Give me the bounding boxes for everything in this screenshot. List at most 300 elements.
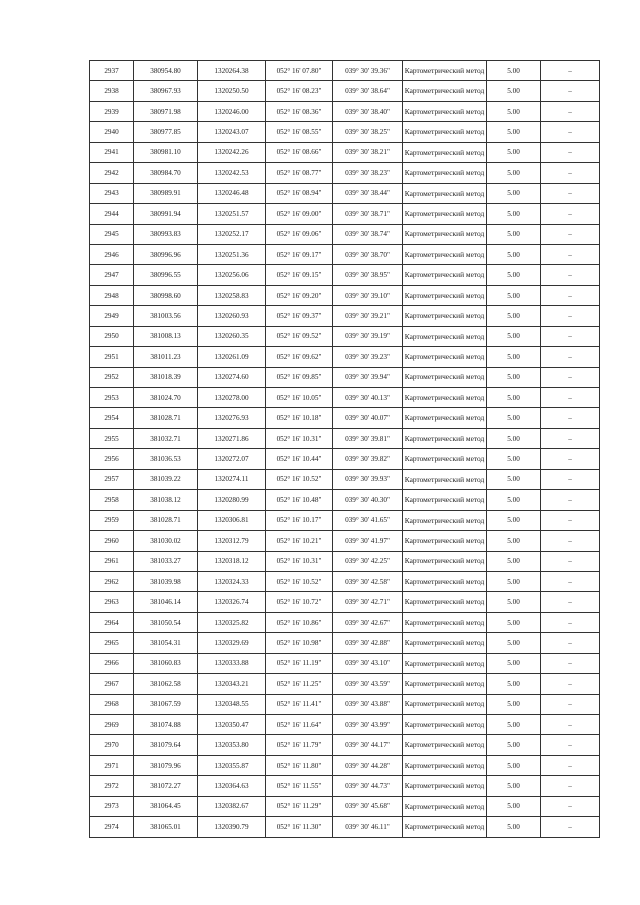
point-number-cell: 2957 xyxy=(90,469,134,489)
latitude-cell: 052° 16' 09.00" xyxy=(266,204,333,224)
longitude-cell: 039° 30' 39.81" xyxy=(333,428,403,448)
point-number-cell: 2946 xyxy=(90,244,134,264)
method-cell: Картометрический метод xyxy=(403,674,487,694)
point-number-cell: 2956 xyxy=(90,449,134,469)
table-row xyxy=(90,428,600,448)
y-coordinate-cell: 1320278.00 xyxy=(198,388,266,408)
precision-cell: 5.00 xyxy=(487,163,541,183)
x-coordinate-cell: 381003.56 xyxy=(134,306,198,326)
note-cell: – xyxy=(541,285,600,305)
longitude-cell: 039° 30' 39.82" xyxy=(333,449,403,469)
y-coordinate-cell: 1320280.99 xyxy=(198,490,266,510)
precision-cell: 5.00 xyxy=(487,796,541,816)
method-cell: Картометрический метод xyxy=(403,428,487,448)
x-coordinate-cell: 381033.27 xyxy=(134,551,198,571)
y-coordinate-cell: 1320382.67 xyxy=(198,796,266,816)
longitude-cell: 039° 30' 42.71" xyxy=(333,592,403,612)
longitude-cell: 039° 30' 41.65" xyxy=(333,510,403,530)
point-number-cell: 2951 xyxy=(90,347,134,367)
longitude-cell: 039° 30' 43.10" xyxy=(333,653,403,673)
method-cell: Картометрический метод xyxy=(403,265,487,285)
x-coordinate-cell: 381074.88 xyxy=(134,715,198,735)
table-row xyxy=(90,367,600,387)
precision-cell: 5.00 xyxy=(487,755,541,775)
precision-cell: 5.00 xyxy=(487,61,541,81)
precision-cell: 5.00 xyxy=(487,224,541,244)
y-coordinate-cell: 1320364.63 xyxy=(198,776,266,796)
point-number-cell: 2961 xyxy=(90,551,134,571)
x-coordinate-cell: 380971.98 xyxy=(134,101,198,121)
method-cell: Картометрический метод xyxy=(403,224,487,244)
method-cell: Картометрический метод xyxy=(403,817,487,837)
x-coordinate-cell: 380954.80 xyxy=(134,61,198,81)
latitude-cell: 052° 16' 11.64" xyxy=(266,715,333,735)
table-row xyxy=(90,163,600,183)
point-number-cell: 2963 xyxy=(90,592,134,612)
point-number-cell: 2943 xyxy=(90,183,134,203)
x-coordinate-cell: 381046.14 xyxy=(134,592,198,612)
precision-cell: 5.00 xyxy=(487,428,541,448)
precision-cell: 5.00 xyxy=(487,612,541,632)
table-row xyxy=(90,653,600,673)
latitude-cell: 052° 16' 10.17" xyxy=(266,510,333,530)
point-number-cell: 2960 xyxy=(90,531,134,551)
precision-cell: 5.00 xyxy=(487,694,541,714)
latitude-cell: 052° 16' 09.85" xyxy=(266,367,333,387)
note-cell: – xyxy=(541,755,600,775)
table-row xyxy=(90,388,600,408)
precision-cell: 5.00 xyxy=(487,367,541,387)
method-cell: Картометрический метод xyxy=(403,551,487,571)
table-row xyxy=(90,490,600,510)
longitude-cell: 039° 30' 39.93" xyxy=(333,469,403,489)
longitude-cell: 039° 30' 43.88" xyxy=(333,694,403,714)
point-number-cell: 2941 xyxy=(90,142,134,162)
x-coordinate-cell: 380996.96 xyxy=(134,244,198,264)
latitude-cell: 052° 16' 10.52" xyxy=(266,571,333,591)
x-coordinate-cell: 380998.60 xyxy=(134,285,198,305)
precision-cell: 5.00 xyxy=(487,347,541,367)
table-row xyxy=(90,571,600,591)
note-cell: – xyxy=(541,388,600,408)
longitude-cell: 039° 30' 45.68" xyxy=(333,796,403,816)
x-coordinate-cell: 380967.93 xyxy=(134,81,198,101)
note-cell: – xyxy=(541,183,600,203)
method-cell: Картометрический метод xyxy=(403,285,487,305)
note-cell: – xyxy=(541,735,600,755)
precision-cell: 5.00 xyxy=(487,388,541,408)
x-coordinate-cell: 380989.91 xyxy=(134,183,198,203)
y-coordinate-cell: 1320353.80 xyxy=(198,735,266,755)
y-coordinate-cell: 1320251.57 xyxy=(198,204,266,224)
point-number-cell: 2973 xyxy=(90,796,134,816)
precision-cell: 5.00 xyxy=(487,408,541,428)
precision-cell: 5.00 xyxy=(487,571,541,591)
x-coordinate-cell: 380977.85 xyxy=(134,122,198,142)
note-cell: – xyxy=(541,204,600,224)
y-coordinate-cell: 1320256.06 xyxy=(198,265,266,285)
point-number-cell: 2959 xyxy=(90,510,134,530)
method-cell: Картометрический метод xyxy=(403,388,487,408)
y-coordinate-cell: 1320243.07 xyxy=(198,122,266,142)
latitude-cell: 052° 16' 09.17" xyxy=(266,244,333,264)
method-cell: Картометрический метод xyxy=(403,306,487,326)
note-cell: – xyxy=(541,796,600,816)
note-cell: – xyxy=(541,633,600,653)
x-coordinate-cell: 381032.71 xyxy=(134,428,198,448)
x-coordinate-cell: 381039.22 xyxy=(134,469,198,489)
table-row xyxy=(90,612,600,632)
x-coordinate-cell: 381028.71 xyxy=(134,510,198,530)
y-coordinate-cell: 1320272.07 xyxy=(198,449,266,469)
x-coordinate-cell: 381079.96 xyxy=(134,755,198,775)
point-number-cell: 2966 xyxy=(90,653,134,673)
table-row xyxy=(90,592,600,612)
point-number-cell: 2964 xyxy=(90,612,134,632)
note-cell: – xyxy=(541,265,600,285)
y-coordinate-cell: 1320242.53 xyxy=(198,163,266,183)
longitude-cell: 039° 30' 38.95" xyxy=(333,265,403,285)
y-coordinate-cell: 1320260.35 xyxy=(198,326,266,346)
note-cell: – xyxy=(541,142,600,162)
method-cell: Картометрический метод xyxy=(403,612,487,632)
note-cell: – xyxy=(541,408,600,428)
longitude-cell: 039° 30' 39.21" xyxy=(333,306,403,326)
point-number-cell: 2938 xyxy=(90,81,134,101)
precision-cell: 5.00 xyxy=(487,817,541,837)
method-cell: Картометрический метод xyxy=(403,367,487,387)
note-cell: – xyxy=(541,469,600,489)
point-number-cell: 2944 xyxy=(90,204,134,224)
point-number-cell: 2949 xyxy=(90,306,134,326)
note-cell: – xyxy=(541,817,600,837)
table-row xyxy=(90,204,600,224)
x-coordinate-cell: 381060.83 xyxy=(134,653,198,673)
precision-cell: 5.00 xyxy=(487,735,541,755)
latitude-cell: 052° 16' 11.30" xyxy=(266,817,333,837)
precision-cell: 5.00 xyxy=(487,653,541,673)
x-coordinate-cell: 380991.94 xyxy=(134,204,198,224)
y-coordinate-cell: 1320274.11 xyxy=(198,469,266,489)
latitude-cell: 052° 16' 08.23" xyxy=(266,81,333,101)
note-cell: – xyxy=(541,715,600,735)
point-number-cell: 2950 xyxy=(90,326,134,346)
method-cell: Картометрический метод xyxy=(403,347,487,367)
longitude-cell: 039° 30' 38.64" xyxy=(333,81,403,101)
longitude-cell: 039° 30' 40.13" xyxy=(333,388,403,408)
table-row xyxy=(90,776,600,796)
precision-cell: 5.00 xyxy=(487,592,541,612)
point-number-cell: 2972 xyxy=(90,776,134,796)
latitude-cell: 052° 16' 09.20" xyxy=(266,285,333,305)
table-row xyxy=(90,285,600,305)
coordinates-table-body xyxy=(90,61,600,838)
note-cell: – xyxy=(541,367,600,387)
method-cell: Картометрический метод xyxy=(403,449,487,469)
precision-cell: 5.00 xyxy=(487,490,541,510)
table-row xyxy=(90,817,600,837)
x-coordinate-cell: 381030.02 xyxy=(134,531,198,551)
latitude-cell: 052° 16' 08.94" xyxy=(266,183,333,203)
table-row xyxy=(90,674,600,694)
table-row xyxy=(90,449,600,469)
note-cell: – xyxy=(541,694,600,714)
y-coordinate-cell: 1320326.74 xyxy=(198,592,266,612)
y-coordinate-cell: 1320312.79 xyxy=(198,531,266,551)
table-row xyxy=(90,101,600,121)
point-number-cell: 2948 xyxy=(90,285,134,305)
x-coordinate-cell: 381065.01 xyxy=(134,817,198,837)
longitude-cell: 039° 30' 39.19" xyxy=(333,326,403,346)
x-coordinate-cell: 380981.10 xyxy=(134,142,198,162)
method-cell: Картометрический метод xyxy=(403,776,487,796)
table-row xyxy=(90,531,600,551)
point-number-cell: 2937 xyxy=(90,61,134,81)
note-cell: – xyxy=(541,101,600,121)
point-number-cell: 2939 xyxy=(90,101,134,121)
x-coordinate-cell: 380996.55 xyxy=(134,265,198,285)
x-coordinate-cell: 381050.54 xyxy=(134,612,198,632)
precision-cell: 5.00 xyxy=(487,510,541,530)
point-number-cell: 2955 xyxy=(90,428,134,448)
latitude-cell: 052° 16' 10.98" xyxy=(266,633,333,653)
x-coordinate-cell: 381062.58 xyxy=(134,674,198,694)
longitude-cell: 039° 30' 44.28" xyxy=(333,755,403,775)
precision-cell: 5.00 xyxy=(487,776,541,796)
longitude-cell: 039° 30' 43.99" xyxy=(333,715,403,735)
method-cell: Картометрический метод xyxy=(403,326,487,346)
longitude-cell: 039° 30' 39.10" xyxy=(333,285,403,305)
x-coordinate-cell: 381039.98 xyxy=(134,571,198,591)
precision-cell: 5.00 xyxy=(487,551,541,571)
point-number-cell: 2952 xyxy=(90,367,134,387)
note-cell: – xyxy=(541,653,600,673)
latitude-cell: 052° 16' 10.44" xyxy=(266,449,333,469)
method-cell: Картометрический метод xyxy=(403,735,487,755)
latitude-cell: 052° 16' 09.15" xyxy=(266,265,333,285)
latitude-cell: 052° 16' 11.41" xyxy=(266,694,333,714)
note-cell: – xyxy=(541,224,600,244)
note-cell: – xyxy=(541,61,600,81)
latitude-cell: 052° 16' 11.25" xyxy=(266,674,333,694)
precision-cell: 5.00 xyxy=(487,183,541,203)
method-cell: Картометрический метод xyxy=(403,694,487,714)
point-number-cell: 2967 xyxy=(90,674,134,694)
y-coordinate-cell: 1320276.93 xyxy=(198,408,266,428)
y-coordinate-cell: 1320246.00 xyxy=(198,101,266,121)
point-number-cell: 2945 xyxy=(90,224,134,244)
latitude-cell: 052° 16' 10.52" xyxy=(266,469,333,489)
latitude-cell: 052° 16' 10.86" xyxy=(266,612,333,632)
method-cell: Картометрический метод xyxy=(403,101,487,121)
latitude-cell: 052° 16' 09.06" xyxy=(266,224,333,244)
y-coordinate-cell: 1320264.38 xyxy=(198,61,266,81)
latitude-cell: 052° 16' 11.79" xyxy=(266,735,333,755)
longitude-cell: 039° 30' 42.67" xyxy=(333,612,403,632)
method-cell: Картометрический метод xyxy=(403,142,487,162)
latitude-cell: 052° 16' 10.31" xyxy=(266,551,333,571)
precision-cell: 5.00 xyxy=(487,122,541,142)
point-number-cell: 2954 xyxy=(90,408,134,428)
latitude-cell: 052° 16' 08.77" xyxy=(266,163,333,183)
point-number-cell: 2974 xyxy=(90,817,134,837)
longitude-cell: 039° 30' 38.71" xyxy=(333,204,403,224)
note-cell: – xyxy=(541,244,600,264)
x-coordinate-cell: 381079.64 xyxy=(134,735,198,755)
latitude-cell: 052° 16' 09.52" xyxy=(266,326,333,346)
table-row xyxy=(90,183,600,203)
longitude-cell: 039° 30' 40.07" xyxy=(333,408,403,428)
method-cell: Картометрический метод xyxy=(403,244,487,264)
longitude-cell: 039° 30' 38.25" xyxy=(333,122,403,142)
x-coordinate-cell: 381036.53 xyxy=(134,449,198,469)
method-cell: Картометрический метод xyxy=(403,592,487,612)
method-cell: Картометрический метод xyxy=(403,633,487,653)
table-row xyxy=(90,61,600,81)
note-cell: – xyxy=(541,347,600,367)
longitude-cell: 039° 30' 42.88" xyxy=(333,633,403,653)
longitude-cell: 039° 30' 43.59" xyxy=(333,674,403,694)
point-number-cell: 2971 xyxy=(90,755,134,775)
note-cell: – xyxy=(541,326,600,346)
table-row xyxy=(90,224,600,244)
method-cell: Картометрический метод xyxy=(403,755,487,775)
y-coordinate-cell: 1320390.79 xyxy=(198,817,266,837)
point-number-cell: 2969 xyxy=(90,715,134,735)
latitude-cell: 052° 16' 11.55" xyxy=(266,776,333,796)
longitude-cell: 039° 30' 41.97" xyxy=(333,531,403,551)
longitude-cell: 039° 30' 42.25" xyxy=(333,551,403,571)
longitude-cell: 039° 30' 38.74" xyxy=(333,224,403,244)
point-number-cell: 2965 xyxy=(90,633,134,653)
latitude-cell: 052° 16' 10.72" xyxy=(266,592,333,612)
y-coordinate-cell: 1320318.12 xyxy=(198,551,266,571)
point-number-cell: 2970 xyxy=(90,735,134,755)
x-coordinate-cell: 381067.59 xyxy=(134,694,198,714)
x-coordinate-cell: 381011.23 xyxy=(134,347,198,367)
y-coordinate-cell: 1320306.81 xyxy=(198,510,266,530)
table-row xyxy=(90,244,600,264)
method-cell: Картометрический метод xyxy=(403,571,487,591)
point-number-cell: 2953 xyxy=(90,388,134,408)
note-cell: – xyxy=(541,612,600,632)
method-cell: Картометрический метод xyxy=(403,81,487,101)
method-cell: Картометрический метод xyxy=(403,204,487,224)
y-coordinate-cell: 1320343.21 xyxy=(198,674,266,694)
precision-cell: 5.00 xyxy=(487,449,541,469)
note-cell: – xyxy=(541,592,600,612)
x-coordinate-cell: 381024.70 xyxy=(134,388,198,408)
x-coordinate-cell: 381008.13 xyxy=(134,326,198,346)
method-cell: Картометрический метод xyxy=(403,796,487,816)
latitude-cell: 052° 16' 11.19" xyxy=(266,653,333,673)
note-cell: – xyxy=(541,428,600,448)
table-row xyxy=(90,633,600,653)
x-coordinate-cell: 381038.12 xyxy=(134,490,198,510)
table-row xyxy=(90,510,600,530)
precision-cell: 5.00 xyxy=(487,285,541,305)
note-cell: – xyxy=(541,510,600,530)
latitude-cell: 052° 16' 10.21" xyxy=(266,531,333,551)
precision-cell: 5.00 xyxy=(487,531,541,551)
note-cell: – xyxy=(541,571,600,591)
latitude-cell: 052° 16' 11.29" xyxy=(266,796,333,816)
precision-cell: 5.00 xyxy=(487,265,541,285)
longitude-cell: 039° 30' 38.21" xyxy=(333,142,403,162)
table-row xyxy=(90,142,600,162)
precision-cell: 5.00 xyxy=(487,142,541,162)
point-number-cell: 2940 xyxy=(90,122,134,142)
precision-cell: 5.00 xyxy=(487,306,541,326)
x-coordinate-cell: 381028.71 xyxy=(134,408,198,428)
precision-cell: 5.00 xyxy=(487,326,541,346)
note-cell: – xyxy=(541,163,600,183)
point-number-cell: 2947 xyxy=(90,265,134,285)
table-row xyxy=(90,755,600,775)
y-coordinate-cell: 1320355.87 xyxy=(198,755,266,775)
y-coordinate-cell: 1320329.69 xyxy=(198,633,266,653)
longitude-cell: 039° 30' 40.30" xyxy=(333,490,403,510)
point-number-cell: 2942 xyxy=(90,163,134,183)
precision-cell: 5.00 xyxy=(487,674,541,694)
method-cell: Картометрический метод xyxy=(403,122,487,142)
y-coordinate-cell: 1320348.55 xyxy=(198,694,266,714)
y-coordinate-cell: 1320325.82 xyxy=(198,612,266,632)
point-number-cell: 2962 xyxy=(90,571,134,591)
x-coordinate-cell: 381072.27 xyxy=(134,776,198,796)
method-cell: Картометрический метод xyxy=(403,510,487,530)
longitude-cell: 039° 30' 44.73" xyxy=(333,776,403,796)
latitude-cell: 052° 16' 08.36" xyxy=(266,101,333,121)
note-cell: – xyxy=(541,551,600,571)
y-coordinate-cell: 1320251.36 xyxy=(198,244,266,264)
method-cell: Картометрический метод xyxy=(403,653,487,673)
x-coordinate-cell: 381064.45 xyxy=(134,796,198,816)
table-row xyxy=(90,122,600,142)
point-number-cell: 2958 xyxy=(90,490,134,510)
latitude-cell: 052° 16' 10.48" xyxy=(266,490,333,510)
note-cell: – xyxy=(541,776,600,796)
longitude-cell: 039° 30' 38.44" xyxy=(333,183,403,203)
table-row xyxy=(90,796,600,816)
longitude-cell: 039° 30' 42.58" xyxy=(333,571,403,591)
longitude-cell: 039° 30' 39.94" xyxy=(333,367,403,387)
precision-cell: 5.00 xyxy=(487,244,541,264)
x-coordinate-cell: 381018.39 xyxy=(134,367,198,387)
y-coordinate-cell: 1320333.88 xyxy=(198,653,266,673)
method-cell: Картометрический метод xyxy=(403,715,487,735)
y-coordinate-cell: 1320258.83 xyxy=(198,285,266,305)
latitude-cell: 052° 16' 11.80" xyxy=(266,755,333,775)
longitude-cell: 039° 30' 46.11" xyxy=(333,817,403,837)
x-coordinate-cell: 381054.31 xyxy=(134,633,198,653)
method-cell: Картометрический метод xyxy=(403,531,487,551)
note-cell: – xyxy=(541,490,600,510)
latitude-cell: 052° 16' 08.55" xyxy=(266,122,333,142)
longitude-cell: 039° 30' 38.70" xyxy=(333,244,403,264)
x-coordinate-cell: 380993.83 xyxy=(134,224,198,244)
longitude-cell: 039° 30' 39.36" xyxy=(333,61,403,81)
method-cell: Картометрический метод xyxy=(403,61,487,81)
longitude-cell: 039° 30' 38.40" xyxy=(333,101,403,121)
y-coordinate-cell: 1320260.93 xyxy=(198,306,266,326)
y-coordinate-cell: 1320324.33 xyxy=(198,571,266,591)
table-row xyxy=(90,715,600,735)
y-coordinate-cell: 1320246.48 xyxy=(198,183,266,203)
y-coordinate-cell: 1320274.60 xyxy=(198,367,266,387)
precision-cell: 5.00 xyxy=(487,469,541,489)
latitude-cell: 052° 16' 07.80" xyxy=(266,61,333,81)
